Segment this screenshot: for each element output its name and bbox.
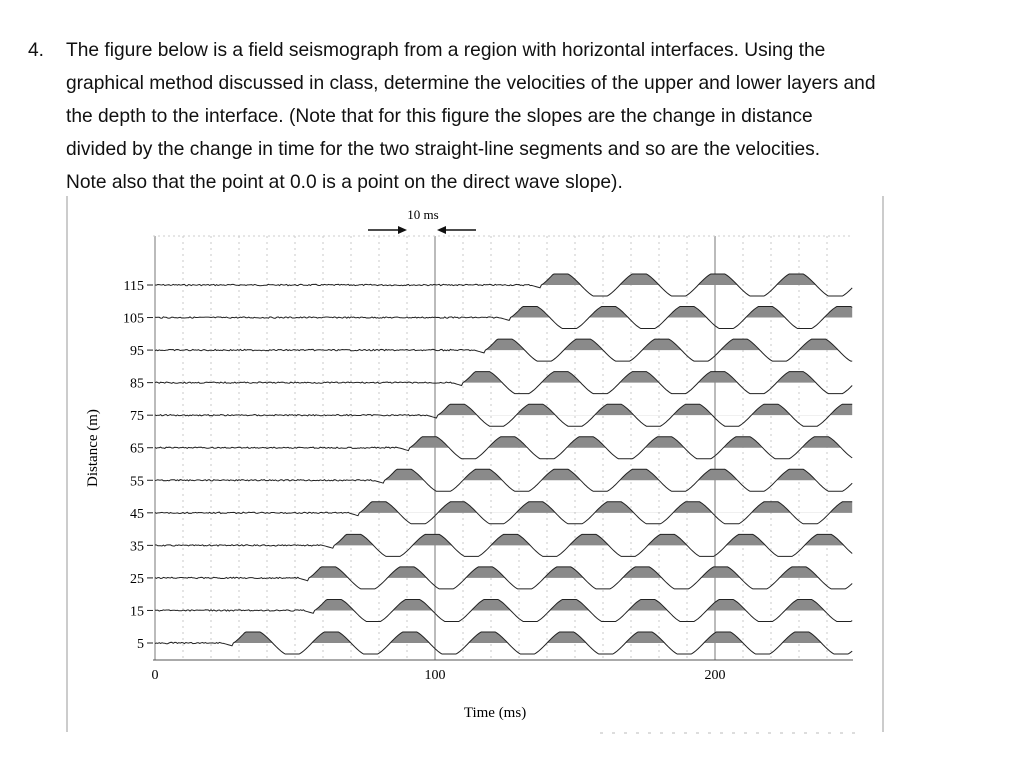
trace-fill-95 <box>155 339 852 350</box>
distance-tick-label: 25 <box>130 571 144 587</box>
question-line: The figure below is a field seismograph from a region with horizontal interfaces. Using the <box>66 40 826 61</box>
distance-tick-label: 65 <box>130 441 144 457</box>
time-tick-label: 200 <box>704 668 726 683</box>
seismic-traces <box>147 274 852 654</box>
distance-tick-label: 15 <box>130 604 144 620</box>
trace-fill-85 <box>155 372 852 383</box>
distance-tick-label: 85 <box>130 376 144 392</box>
question-line: divided by the change in time for the two straight-line segments and so are the velocities. <box>66 139 821 160</box>
question-line: the depth to the interface. (Note that for this figure the slopes are the change in distance <box>66 106 813 127</box>
distance-tick-label: 115 <box>123 279 144 294</box>
scale-marker-right-arrowhead <box>437 226 446 234</box>
question-line: Note also that the point at 0.0 is a point on the direct wave slope). <box>66 172 623 193</box>
trace-fill-75 <box>155 404 852 415</box>
distance-tick-label: 5 <box>137 637 144 652</box>
distance-tick-label: 55 <box>130 474 144 490</box>
scale-marker-label: 10 ms <box>407 207 439 222</box>
trace-115 <box>155 274 852 296</box>
trace-fill-65 <box>155 437 852 448</box>
distance-tick-label: 95 <box>130 344 144 360</box>
time-tick-labels <box>152 668 726 683</box>
trace-fill-35 <box>155 534 852 545</box>
distance-tick-labels <box>123 279 144 652</box>
distance-tick-label: 105 <box>123 311 144 327</box>
question-number: 4. <box>28 40 45 61</box>
time-tick-label: 0 <box>151 668 159 683</box>
distance-tick-label: 75 <box>130 409 144 425</box>
distance-tick-label: 45 <box>130 506 144 522</box>
question-line: graphical method discussed in class, determine the velocities of the upper and lower layers and <box>66 73 876 94</box>
x-axis-label: Time (ms) <box>463 705 527 721</box>
trace-fill-5 <box>155 632 852 643</box>
distance-tick-label: 35 <box>130 539 144 555</box>
y-axis-label: Distance (m) <box>85 409 101 487</box>
trace-fill-115 <box>155 274 852 285</box>
trace-fill-15 <box>155 600 852 611</box>
trace-fill-45 <box>155 502 852 513</box>
time-tick-label: 100 <box>424 668 446 683</box>
scale-marker-left-arrowhead <box>398 226 407 234</box>
trace-fill-55 <box>155 469 852 480</box>
